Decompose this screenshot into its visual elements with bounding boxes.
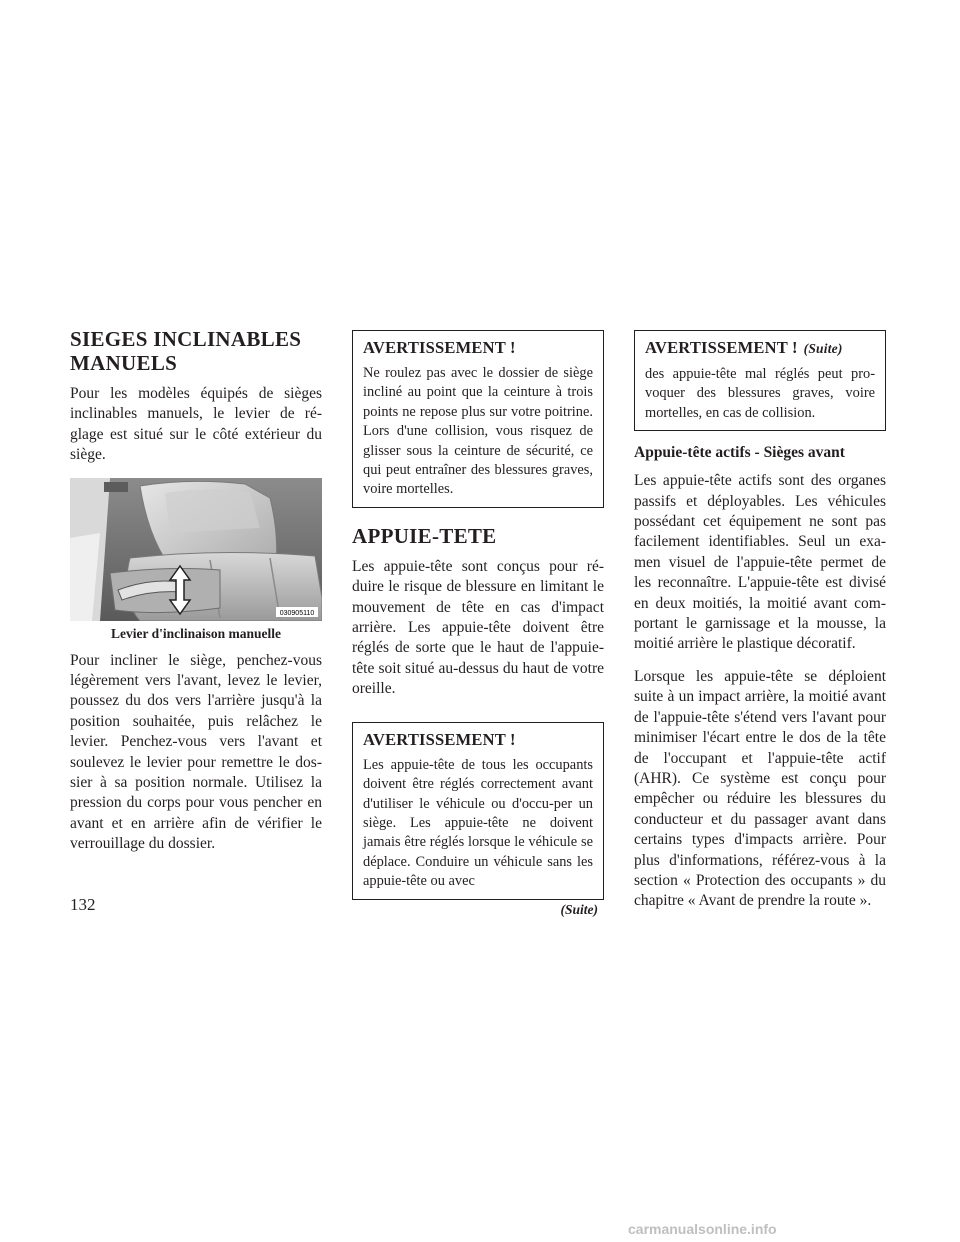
recline-instructions: Pour incliner le siège, penchez-vous légèrement vers l'avant, levez le levier, poussez du dos vers l'arrière jusqu'à la position souhaitée, puis relâchez le levier. Penchez-vous vers l'avant et soulevez le levier pour remettre le dos-sier à sa position normale. Utilisez la pression du corps pour vous pencher en avant et en arrière afin de vérifier le verrouillage du dossier. bbox=[70, 651, 322, 853]
warning-text: des appuie-tête mal réglés peut pro-voquer des blessures graves, voire mortelles, en cas de collision. bbox=[645, 366, 875, 421]
seat-illustration-graphic bbox=[70, 478, 322, 621]
warning-text: Ne roulez pas avec le dossier de siège incliné au point que la ceinture à trois points ne repose plus sur votre poitrine. Lors d'une collision, vous risquez de glisser sous la ceinture de sécurité, ce qui peut entraîner des blessures graves, voire mortelles. bbox=[363, 365, 593, 498]
warning-title-text: AVERTISSEMENT ! bbox=[645, 338, 798, 357]
warning-text: Les appuie-tête de tous les occupants doivent être réglés correctement avant d'utiliser le véhicule ou d'occu-per un siège. Les appuie-tête ne doivent jamais être réglés lorsque le véhicule se déplace. Conduire un véhicule sans les appuie-tête ou avec bbox=[363, 756, 593, 890]
active-headrests-paragraph-2: Lorsque les appuie-tête se déploient suite à un impact arrière, la moitié avant de l'appuie-tête s'étend vers l'avant pour minimiser l'écart entre le dos de la tête de l'occupant et l'appuie-tête actif (AHR). Ce système est conçu pour empêcher ou réduire les blessures du conducteur et du passager avant dans certains types d'impacts arrière. Pour plus d'informations, référez-vous à la section « Protection des occupants » du chapitre « Avant de prendre la route ». bbox=[634, 667, 886, 910]
column-left bbox=[70, 327, 322, 867]
warning-box-headrest bbox=[352, 722, 604, 900]
warning-title: AVERTISSEMENT ! bbox=[363, 338, 516, 357]
appuie-tete-paragraph: Les appuie-tête sont conçus pour ré-duire le risque de blessure en limitant le mouvement de tête en cas d'impact arrière. Les appuie-tête doivent être réglés de sorte que le haut de l'appuie-tête soit situé au-dessus du haut de votre oreille. bbox=[352, 557, 604, 698]
warning-title: AVERTISSEMENT ! bbox=[363, 729, 516, 749]
subheading-active-headrests: Appuie-tête actifs - Sièges avant bbox=[634, 444, 845, 462]
active-headrests-paragraph-1: Les appuie-tête actifs sont des organes passifs et déployables. Les véhicules possédant cet équipement ne sont pas facilement identifiables. Seul un exa-men visuel de l'appuie-tête permet de les reconnaître. L'appuie-tête est divisé en deux moitiés, la moitié avant com-portant le garnissage et la mousse, la moitié arrière le plastique décoratif. bbox=[634, 472, 886, 653]
watermark: carmanualsonline.info bbox=[628, 1221, 777, 1237]
intro-paragraph: Pour les modèles équipés de sièges inclinables manuels, le levier de ré-glage est situé sur le côté extérieur du siège. bbox=[70, 385, 322, 464]
figure-code: 030905110 bbox=[279, 609, 315, 617]
section-heading-appuie-tete: APPUIE-TETE bbox=[352, 523, 497, 548]
warning-title bbox=[645, 338, 875, 359]
column-right bbox=[634, 330, 886, 924]
warning-continued-label: (Suite) bbox=[803, 341, 843, 356]
figure-caption: Levier d'inclinaison manuelle bbox=[110, 625, 281, 641]
warning-box-recline bbox=[352, 330, 604, 508]
section-heading-sieges: SIEGES INCLINABLES MANUELS bbox=[70, 327, 302, 375]
warning-box-continued bbox=[634, 330, 886, 431]
continued-label: (Suite) bbox=[560, 901, 598, 917]
seat-lever-illustration bbox=[70, 478, 322, 621]
column-middle bbox=[352, 330, 604, 918]
page-number: 132 bbox=[70, 895, 96, 914]
